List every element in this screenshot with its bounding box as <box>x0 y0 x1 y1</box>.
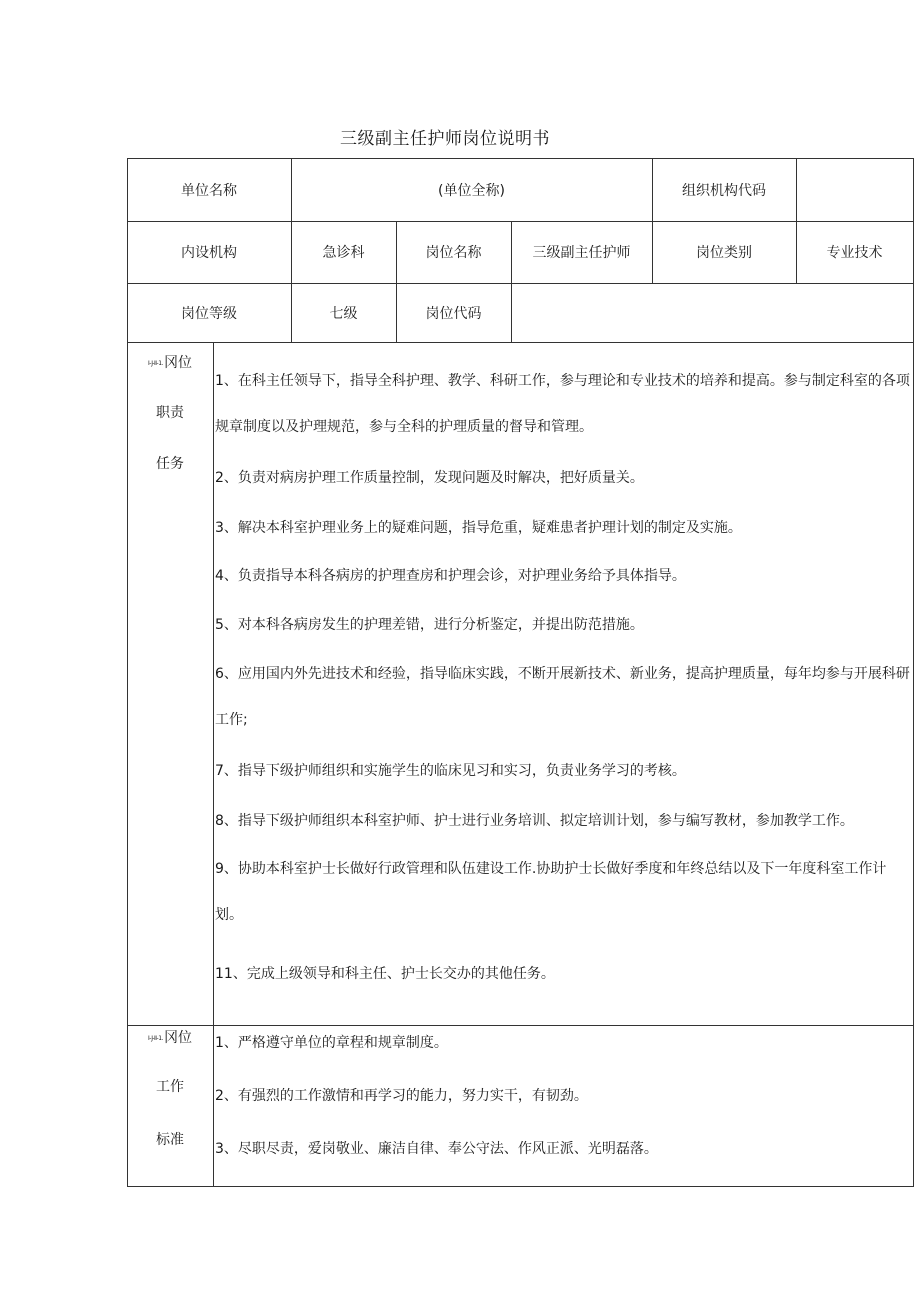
duty-item-3: 3、解决本科室护理业务上的疑难问题，指导危重，疑难患者护理计划的制定及实施。 <box>215 520 742 536</box>
page-title: 三级副主任护师岗位说明书 <box>340 129 550 149</box>
post-code-label: 岗位代码 <box>425 305 482 322</box>
standards-label-mark: I-J-II-1. <box>148 1035 163 1042</box>
duty-item-8: 8、指导下级护师组织本科室护师、护士进行业务培训、拟定培训计划，参与编写教材，参加教学工作。 <box>215 813 854 829</box>
unit-name-label: 单位名称 <box>181 182 237 199</box>
post-name-value: 三级副主任护师 <box>532 245 631 261</box>
standard-item-1: 1、严格遵守单位的章程和规章制度。 <box>215 1035 448 1051</box>
org-code-label: 组织机构代码 <box>682 182 766 199</box>
standards-label-line3: 标准 <box>156 1132 184 1148</box>
grade-value: 七级 <box>329 305 358 322</box>
duty-item-6: 6、应用国内外先进技术和经验，指导临床实践，不断开展新技术、新业务，提高护理质量，每年均参与开展科研工作; <box>215 666 910 728</box>
duty-item-2: 2、负责对病房护理工作质量控制，发现问题及时解决，把好质量关。 <box>215 470 644 486</box>
duty-item-11: 11、完成上级领导和科主任、护士长交办的其他任务。 <box>215 966 555 982</box>
unit-name-value: (单位全称) <box>438 182 505 199</box>
duties-label-line2: 职责 <box>156 405 184 421</box>
standards-label-line1: I-J-II-1.冈位 <box>148 1030 192 1046</box>
duty-item-7: 7、指导下级护师组织和实施学生的临床见习和实习，负责业务学习的考核。 <box>215 763 686 779</box>
duty-item-4: 4、负责指导本科各病房的护理查房和护理会诊，对护理业务给予具体指导。 <box>215 568 686 584</box>
duty-item-1: 1、在科主任领导下，指导全科护理、教学、科研工作，参与理论和专业技术的培养和提高。参与制定科室的各项规章制度以及护理规范，参与全科的护理质量的督导和管理。 <box>215 373 910 435</box>
org-code-value <box>796 158 913 221</box>
standards-label-line2: 工作 <box>156 1079 184 1095</box>
dept-value: 急诊科 <box>322 245 365 261</box>
post-name-label: 岗位名称 <box>425 245 482 261</box>
duties-label-line1: I-J-II-1.冈位 <box>148 355 192 371</box>
grade-label: 岗位等级 <box>181 305 237 322</box>
post-type-value: 专业技术 <box>826 245 883 261</box>
post-type-label: 岗位类别 <box>696 245 752 261</box>
duties-label-line3: 任务 <box>156 456 184 472</box>
standard-item-3: 3、尽职尽责，爱岗敬业、廉洁自律、奉公守法、作风正派、光明磊落。 <box>215 1141 658 1157</box>
post-code-value <box>511 283 913 342</box>
duty-item-5: 5、对本科各病房发生的护理差错，进行分析鉴定，并提出防范措施。 <box>215 617 644 633</box>
dept-label: 内设机构 <box>181 245 237 261</box>
duties-label-mark: I-J-II-1. <box>148 360 163 367</box>
duty-item-9: 9、协助本科室护士长做好行政管理和队伍建设工作.协助护士长做好季度和年终总结以及下一年度科室工作计划。 <box>215 861 887 923</box>
standard-item-2: 2、有强烈的工作激情和再学习的能力，努力实干，有韧劲。 <box>215 1088 588 1104</box>
